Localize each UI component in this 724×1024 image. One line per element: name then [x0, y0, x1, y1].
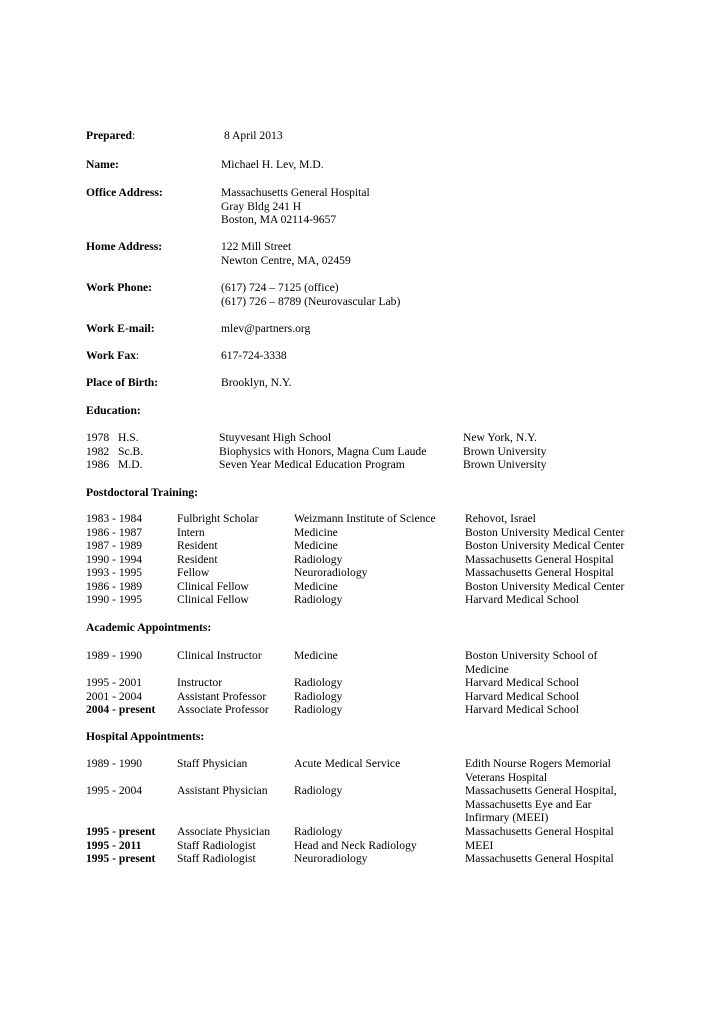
work-email-value: mlev@partners.org: [221, 322, 311, 335]
home-address-label: Home Address:: [86, 240, 163, 253]
training-title: Clinical Fellow: [177, 579, 249, 593]
office-address-value: [221, 186, 370, 227]
prepared-value: 8 April 2013: [224, 129, 283, 142]
office-address-line: Gray Bldg 241 H: [221, 199, 302, 213]
place-of-birth-value: Brooklyn, N.Y.: [221, 376, 292, 389]
training-institution: Boston University Medical Center: [465, 539, 625, 552]
training-field: Radiology: [294, 552, 343, 566]
prepared-label: Prepared:: [86, 129, 136, 142]
training-institution: Boston University Medical Center: [465, 525, 625, 539]
education-degree: Sc.B.: [118, 444, 144, 458]
work-fax-label: Work Fax:: [86, 349, 140, 362]
academic-appointments-heading: Academic Appointments:: [86, 621, 212, 634]
hospital-years: 1995 - 2011: [86, 838, 142, 852]
hospital-title: Staff Radiologist: [177, 852, 256, 865]
hospital-institution: Massachusetts General Hospital: [465, 852, 614, 865]
training-institution: Massachusetts General Hospital: [465, 552, 614, 566]
hospital-years: 1995 - 2004: [86, 784, 143, 797]
education-location: New York, N.Y.: [463, 431, 537, 444]
appointment-department: Radiology: [294, 676, 343, 689]
work-phone-line: (617) 726 – 8789 (Neurovascular Lab): [221, 294, 401, 308]
appointment-years: 1995 - 2001: [86, 676, 143, 689]
training-title: Intern: [177, 525, 205, 539]
home-address-line: Newton Centre, MA, 02459: [221, 253, 351, 267]
hospital-title: Staff Physician: [177, 757, 248, 770]
training-field: Medicine: [294, 579, 338, 593]
training-institution: Boston University Medical Center: [465, 579, 625, 593]
appointment-years: 2004 - present: [86, 703, 156, 716]
training-title: Resident: [177, 552, 218, 566]
hospital-title: Staff Radiologist: [177, 838, 256, 852]
appointment-institution: Harvard Medical School: [465, 703, 579, 716]
training-field: Medicine: [294, 525, 338, 539]
appointment-title: Clinical Instructor: [177, 649, 262, 662]
work-phone-line: (617) 724 – 7125 (office): [221, 281, 339, 294]
training-title: Resident: [177, 539, 218, 552]
hospital-service: Radiology: [294, 784, 343, 797]
postdoctoral-training-heading: Postdoctoral Training:: [86, 486, 198, 499]
training-years: 1990 - 1994: [86, 552, 143, 566]
training-title: Clinical Fellow: [177, 593, 249, 606]
training-field: Medicine: [294, 539, 338, 552]
work-phone-label: Work Phone:: [86, 281, 153, 294]
office-address-line: Massachusetts General Hospital: [221, 186, 370, 199]
education-degree: M.D.: [118, 458, 143, 471]
appointment-years: 2001 - 2004: [86, 689, 143, 703]
training-years: 1986 - 1987: [86, 525, 143, 539]
hospital-years: 1995 - present: [86, 852, 156, 865]
training-years: 1986 - 1989: [86, 579, 143, 593]
education-year: 1982: [86, 444, 110, 458]
name-label: Name:: [86, 158, 119, 171]
appointment-institution: Boston University School of Medicine: [465, 649, 598, 676]
hospital-appointments-heading: Hospital Appointments:: [86, 730, 205, 743]
training-title: Fellow: [177, 566, 210, 579]
education-location: Brown University: [463, 444, 547, 458]
hospital-title: Associate Physician: [177, 825, 271, 838]
training-title: Fulbright Scholar: [177, 512, 259, 525]
appointment-department: Radiology: [294, 703, 343, 716]
appointment-department: Radiology: [294, 689, 343, 703]
work-phone-value: [221, 281, 400, 308]
training-years: 1993 - 1995: [86, 566, 143, 579]
hospital-service: Radiology: [294, 825, 343, 838]
training-years: 1983 - 1984: [86, 512, 143, 525]
appointment-years: 1989 - 1990: [86, 649, 143, 662]
appointment-title: Instructor: [177, 676, 223, 689]
office-address-line: Boston, MA 02114-9657: [221, 213, 337, 226]
education-year: 1986: [86, 458, 110, 471]
work-email-label: Work E-mail:: [86, 322, 155, 335]
place-of-birth-label: Place of Birth:: [86, 376, 159, 389]
training-field: Weizmann Institute of Science: [294, 512, 436, 525]
training-field: Radiology: [294, 593, 343, 606]
training-years: 1987 - 1989: [86, 539, 143, 552]
work-fax-value: 617-724-3338: [221, 349, 287, 362]
hospital-years: 1995 - present: [86, 825, 156, 838]
hospital-institution: Massachusetts General Hospital: [465, 825, 614, 838]
training-institution: Harvard Medical School: [465, 593, 579, 606]
hospital-institution: Edith Nourse Rogers Memorial Veterans Hospital: [465, 757, 611, 784]
home-address-line: 122 Mill Street: [221, 240, 292, 253]
training-years: 1990 - 1995: [86, 593, 143, 606]
home-address-value: [221, 240, 351, 267]
hospital-years: 1989 - 1990: [86, 757, 143, 770]
appointment-institution: Harvard Medical School: [465, 689, 579, 703]
education-year: 1978: [86, 431, 110, 444]
education-location: Brown University: [463, 458, 547, 471]
name-value: Michael H. Lev, M.D.: [221, 158, 324, 171]
appointment-title: Assistant Professor: [177, 689, 267, 703]
hospital-institution: MEEI: [465, 838, 494, 852]
education-degree: H.S.: [118, 431, 139, 444]
education-program: Seven Year Medical Education Program: [219, 458, 405, 471]
appointment-title: Associate Professor: [177, 703, 269, 716]
hospital-service: Neuroradiology: [294, 852, 368, 865]
hospital-service: Acute Medical Service: [294, 757, 401, 770]
appointment-department: Medicine: [294, 649, 338, 662]
training-institution: Massachusetts General Hospital: [465, 566, 614, 579]
office-address-label: Office Address:: [86, 186, 163, 199]
training-institution: Rehovot, Israel: [465, 512, 536, 525]
hospital-title: Assistant Physician: [177, 784, 268, 797]
hospital-institution: Massachusetts General Hospital, Massachusetts Eye and Ear Infirmary (MEEI): [465, 784, 617, 824]
training-field: Neuroradiology: [294, 566, 368, 579]
education-program: Stuyvesant High School: [219, 431, 332, 444]
education-program: Biophysics with Honors, Magna Cum Laude: [219, 444, 427, 458]
education-heading: Education:: [86, 404, 141, 417]
hospital-service: Head and Neck Radiology: [294, 838, 417, 852]
appointment-institution: Harvard Medical School: [465, 676, 579, 689]
